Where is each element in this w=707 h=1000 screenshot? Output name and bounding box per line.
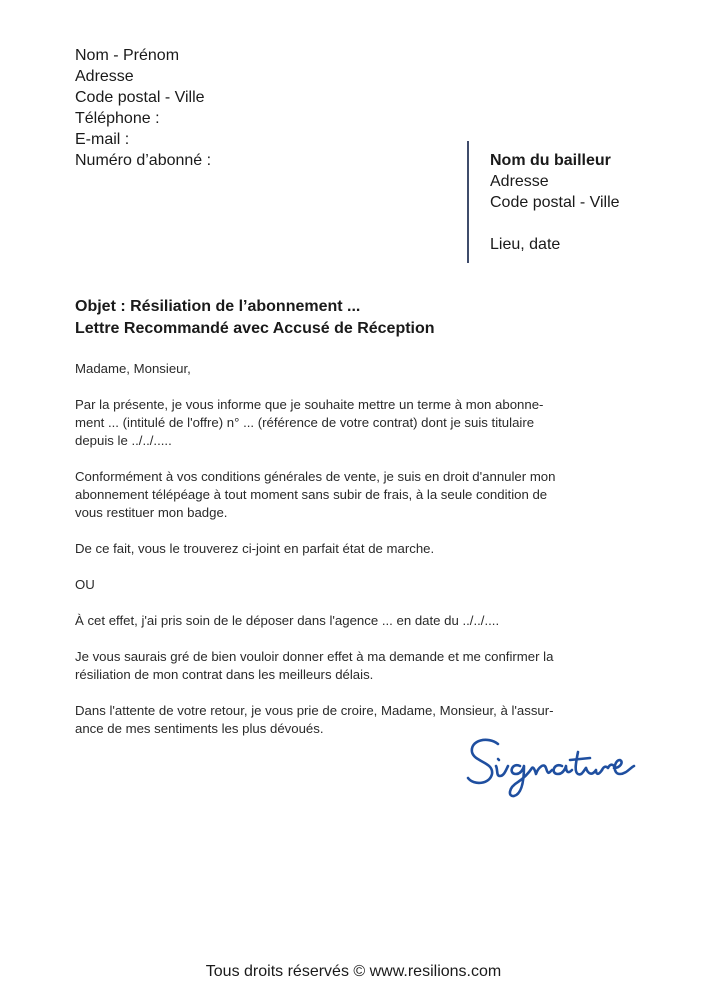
paragraph-3: De ce fait, vous le trouverez ci-joint en parfait état de marche. <box>75 541 435 556</box>
paragraph-2-line: vous restituer mon badge. <box>75 505 228 520</box>
paragraph-6-line: Je vous saurais gré de bien vouloir donner effet à ma demande et me confirmer la <box>75 649 554 664</box>
sender-block <box>75 45 211 171</box>
paragraph-5: À cet effet, j'ai pris soin de le déposer dans l'agence ... en date du ../../.... <box>75 613 500 628</box>
recipient-block <box>490 150 620 255</box>
closing-line: ance de mes sentiments les plus dévoués. <box>75 721 324 736</box>
place-date: Lieu, date <box>490 236 561 253</box>
paragraph-1-line: Par la présente, je vous informe que je souhaite mettre un terme à mon abonne- <box>75 397 544 412</box>
paragraph-1-line: depuis le ../../..... <box>75 433 172 448</box>
sender-address: Adresse <box>75 68 134 85</box>
sender-name: Nom - Prénom <box>75 47 180 64</box>
subject-line: Objet : Résiliation de l’abonnement ... <box>75 298 361 315</box>
paragraph-2-line: Conformément à vos conditions générales de vente, je suis en droit d'annuler mon <box>75 469 556 484</box>
paragraph-1-line: ment ... (intitulé de l'offre) n° ... (référence de votre contrat) dont je suis titulaire <box>75 415 535 430</box>
handwritten-signature <box>462 730 642 810</box>
paragraph-6-line: résiliation de mon contrat dans les meilleurs délais. <box>75 667 374 682</box>
paragraph-or: OU <box>75 577 95 592</box>
sender-phone: Téléphone : <box>75 110 160 127</box>
footer-copyright: Tous droits réservés © www.resilions.com <box>205 963 502 980</box>
sender-city: Code postal - Ville <box>75 89 205 106</box>
subject-block <box>75 296 435 340</box>
paragraph-2-line: abonnement télépéage à tout moment sans subir de frais, à la seule condition de <box>75 487 548 502</box>
recipient-divider <box>467 141 469 263</box>
paragraph-2 <box>75 468 635 522</box>
sender-subscriber-number: Numéro d’abonné : <box>75 152 212 169</box>
closing-line: Dans l'attente de votre retour, je vous prie de croire, Madame, Monsieur, à l'assur- <box>75 703 554 718</box>
recipient-name: Nom du bailleur <box>490 152 611 169</box>
letter-body <box>75 360 635 756</box>
sender-email: E-mail : <box>75 131 130 148</box>
greeting: Madame, Monsieur, <box>75 361 191 376</box>
recipient-city: Code postal - Ville <box>490 194 620 211</box>
registered-letter-line: Lettre Recommandé avec Accusé de Réception <box>75 320 435 337</box>
paragraph-6 <box>75 648 635 684</box>
paragraph-1 <box>75 396 635 450</box>
recipient-address: Adresse <box>490 173 549 190</box>
